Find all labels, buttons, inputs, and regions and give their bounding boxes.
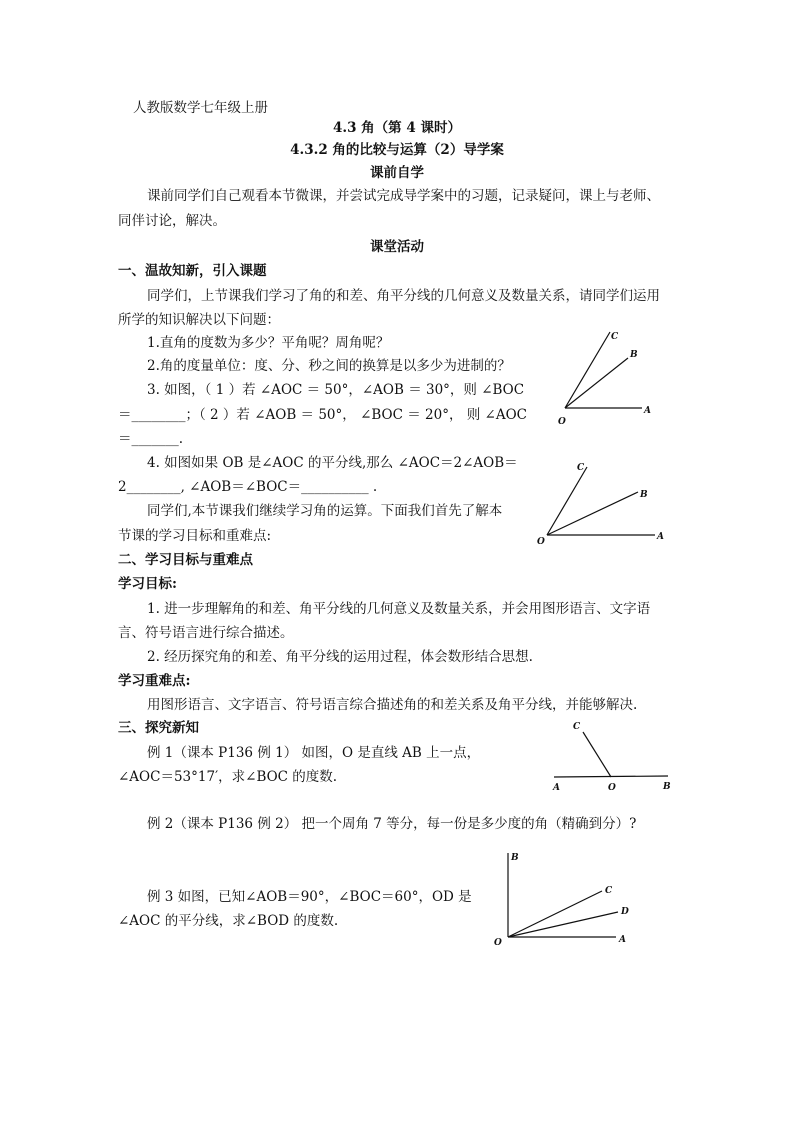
section3-heading: 三、探究新知	[118, 720, 199, 736]
transition-line2: 节课的学习目标和重难点:	[118, 528, 272, 544]
example-3-line2: ∠AOC 的平分线，求∠BOD 的度数.	[118, 913, 339, 929]
figure-angle-aoc	[550, 320, 660, 435]
section2-heading: 二、学习目标与重难点	[118, 552, 253, 568]
label-a: A	[657, 532, 664, 542]
label-c: C	[577, 463, 585, 473]
example-1-line1: 例 1（课本 P136 例 1） 如图，O 是直线 AB 上一点，	[147, 745, 481, 761]
question-3-line2: ＝________；（ 2 ）若 ∠AOB ＝ 50°， ∠BOC ＝ 20°， 则 ∠AOC	[118, 407, 527, 423]
goal-2: 2. 经历探究角的和差、角平分线的运用过程，体会数形结合思想.	[147, 649, 533, 665]
goal-1-line1: 1. 进一步理解角的和差、角平分线的几何意义及数量关系，并会用图形语言、文字语	[147, 601, 651, 617]
example-3-line1: 例 3 如图，已知∠AOB＝90°，∠BOC＝60°，OD 是	[147, 889, 472, 905]
section1-intro-line2: 所学的知识解决以下问题：	[118, 312, 280, 328]
label-b: B	[640, 490, 648, 500]
label-b: B	[630, 350, 638, 360]
label-c: C	[573, 722, 581, 732]
label-b: B	[511, 853, 519, 863]
question-1: 1.直角的度数为多少？平角呢？周角呢？	[147, 335, 390, 351]
label-c: C	[605, 886, 613, 896]
goal-1-line2: 言、符号语言进行综合描述。	[118, 625, 294, 641]
label-o: O	[558, 417, 566, 427]
class-activity-heading: 课堂活动	[370, 239, 424, 255]
question-3-line3: ＝_______.	[118, 431, 184, 447]
label-d: D	[621, 907, 629, 917]
question-3-line1: 3. 如图，（ 1 ）若 ∠AOC ＝ 50°，∠AOB ＝ 30°，则 ∠BOC	[147, 382, 525, 398]
pre-study-heading: 课前自学	[370, 165, 424, 181]
lesson-subtitle: 4.3.2 角的比较与运算（2）导学案	[290, 142, 504, 158]
label-a: A	[644, 406, 651, 416]
goals-label: 学习目标:	[118, 576, 177, 592]
pre-study-text-line2: 同伴讨论，解决。	[118, 213, 226, 229]
label-o: O	[537, 537, 545, 547]
transition-line1: 同学们,本节课我们继续学习角的运算。下面我们首先了解本	[147, 503, 503, 519]
question-4-line1: 4. 如图如果 OB 是∠AOC 的平分线,那么 ∠AOC＝2∠AOB＝	[147, 455, 518, 471]
book-header: 人教版数学七年级上册	[133, 100, 268, 116]
figure-angle-bisector	[530, 455, 670, 550]
pre-study-text-line1: 课前同学们自己观看本节微课，并尝试完成导学案中的习题，记录疑问，课上与老师、	[147, 188, 660, 204]
label-a: A	[619, 935, 626, 945]
figure-right-angle-aob	[488, 845, 638, 955]
example-2: 例 2（课本 P136 例 2） 把一个周角 7 等分，每一份是多少度的角（精确到分）?	[147, 816, 637, 832]
ray-oc	[565, 332, 610, 408]
question-4-line2: 2________, ∠AOB＝∠BOC＝__________ .	[118, 479, 378, 495]
label-b: B	[663, 782, 671, 792]
key-points-label: 学习重难点:	[118, 673, 191, 689]
ray-oc	[583, 732, 611, 777]
label-c: C	[611, 332, 619, 342]
question-2: 2.角的度量单位：度、分、秒之间的换算是以多少为进制的？	[147, 358, 511, 374]
ray-oc	[508, 891, 602, 937]
example-1-line2: ∠AOC＝53°17′，求∠BOC 的度数.	[118, 769, 338, 785]
lesson-title: 4.3 角（第 4 课时）	[333, 120, 461, 136]
key-points-text: 用图形语言、文字语言、符号语言综合描述角的和差关系及角平分线，并能够解决.	[147, 697, 638, 713]
section1-intro-line1: 同学们，上节课我们学习了角的和差、角平分线的几何意义及数量关系，请同学们运用	[147, 288, 660, 304]
section1-heading: 一、温故知新，引入课题	[118, 263, 267, 279]
figure-straight-line-ab	[548, 715, 678, 795]
ray-od	[508, 912, 618, 937]
ray-ob	[565, 358, 628, 408]
label-o: O	[608, 783, 616, 793]
label-o: O	[494, 938, 502, 948]
ray-oc	[547, 467, 587, 535]
label-a: A	[553, 783, 560, 793]
ray-ob	[547, 492, 638, 535]
